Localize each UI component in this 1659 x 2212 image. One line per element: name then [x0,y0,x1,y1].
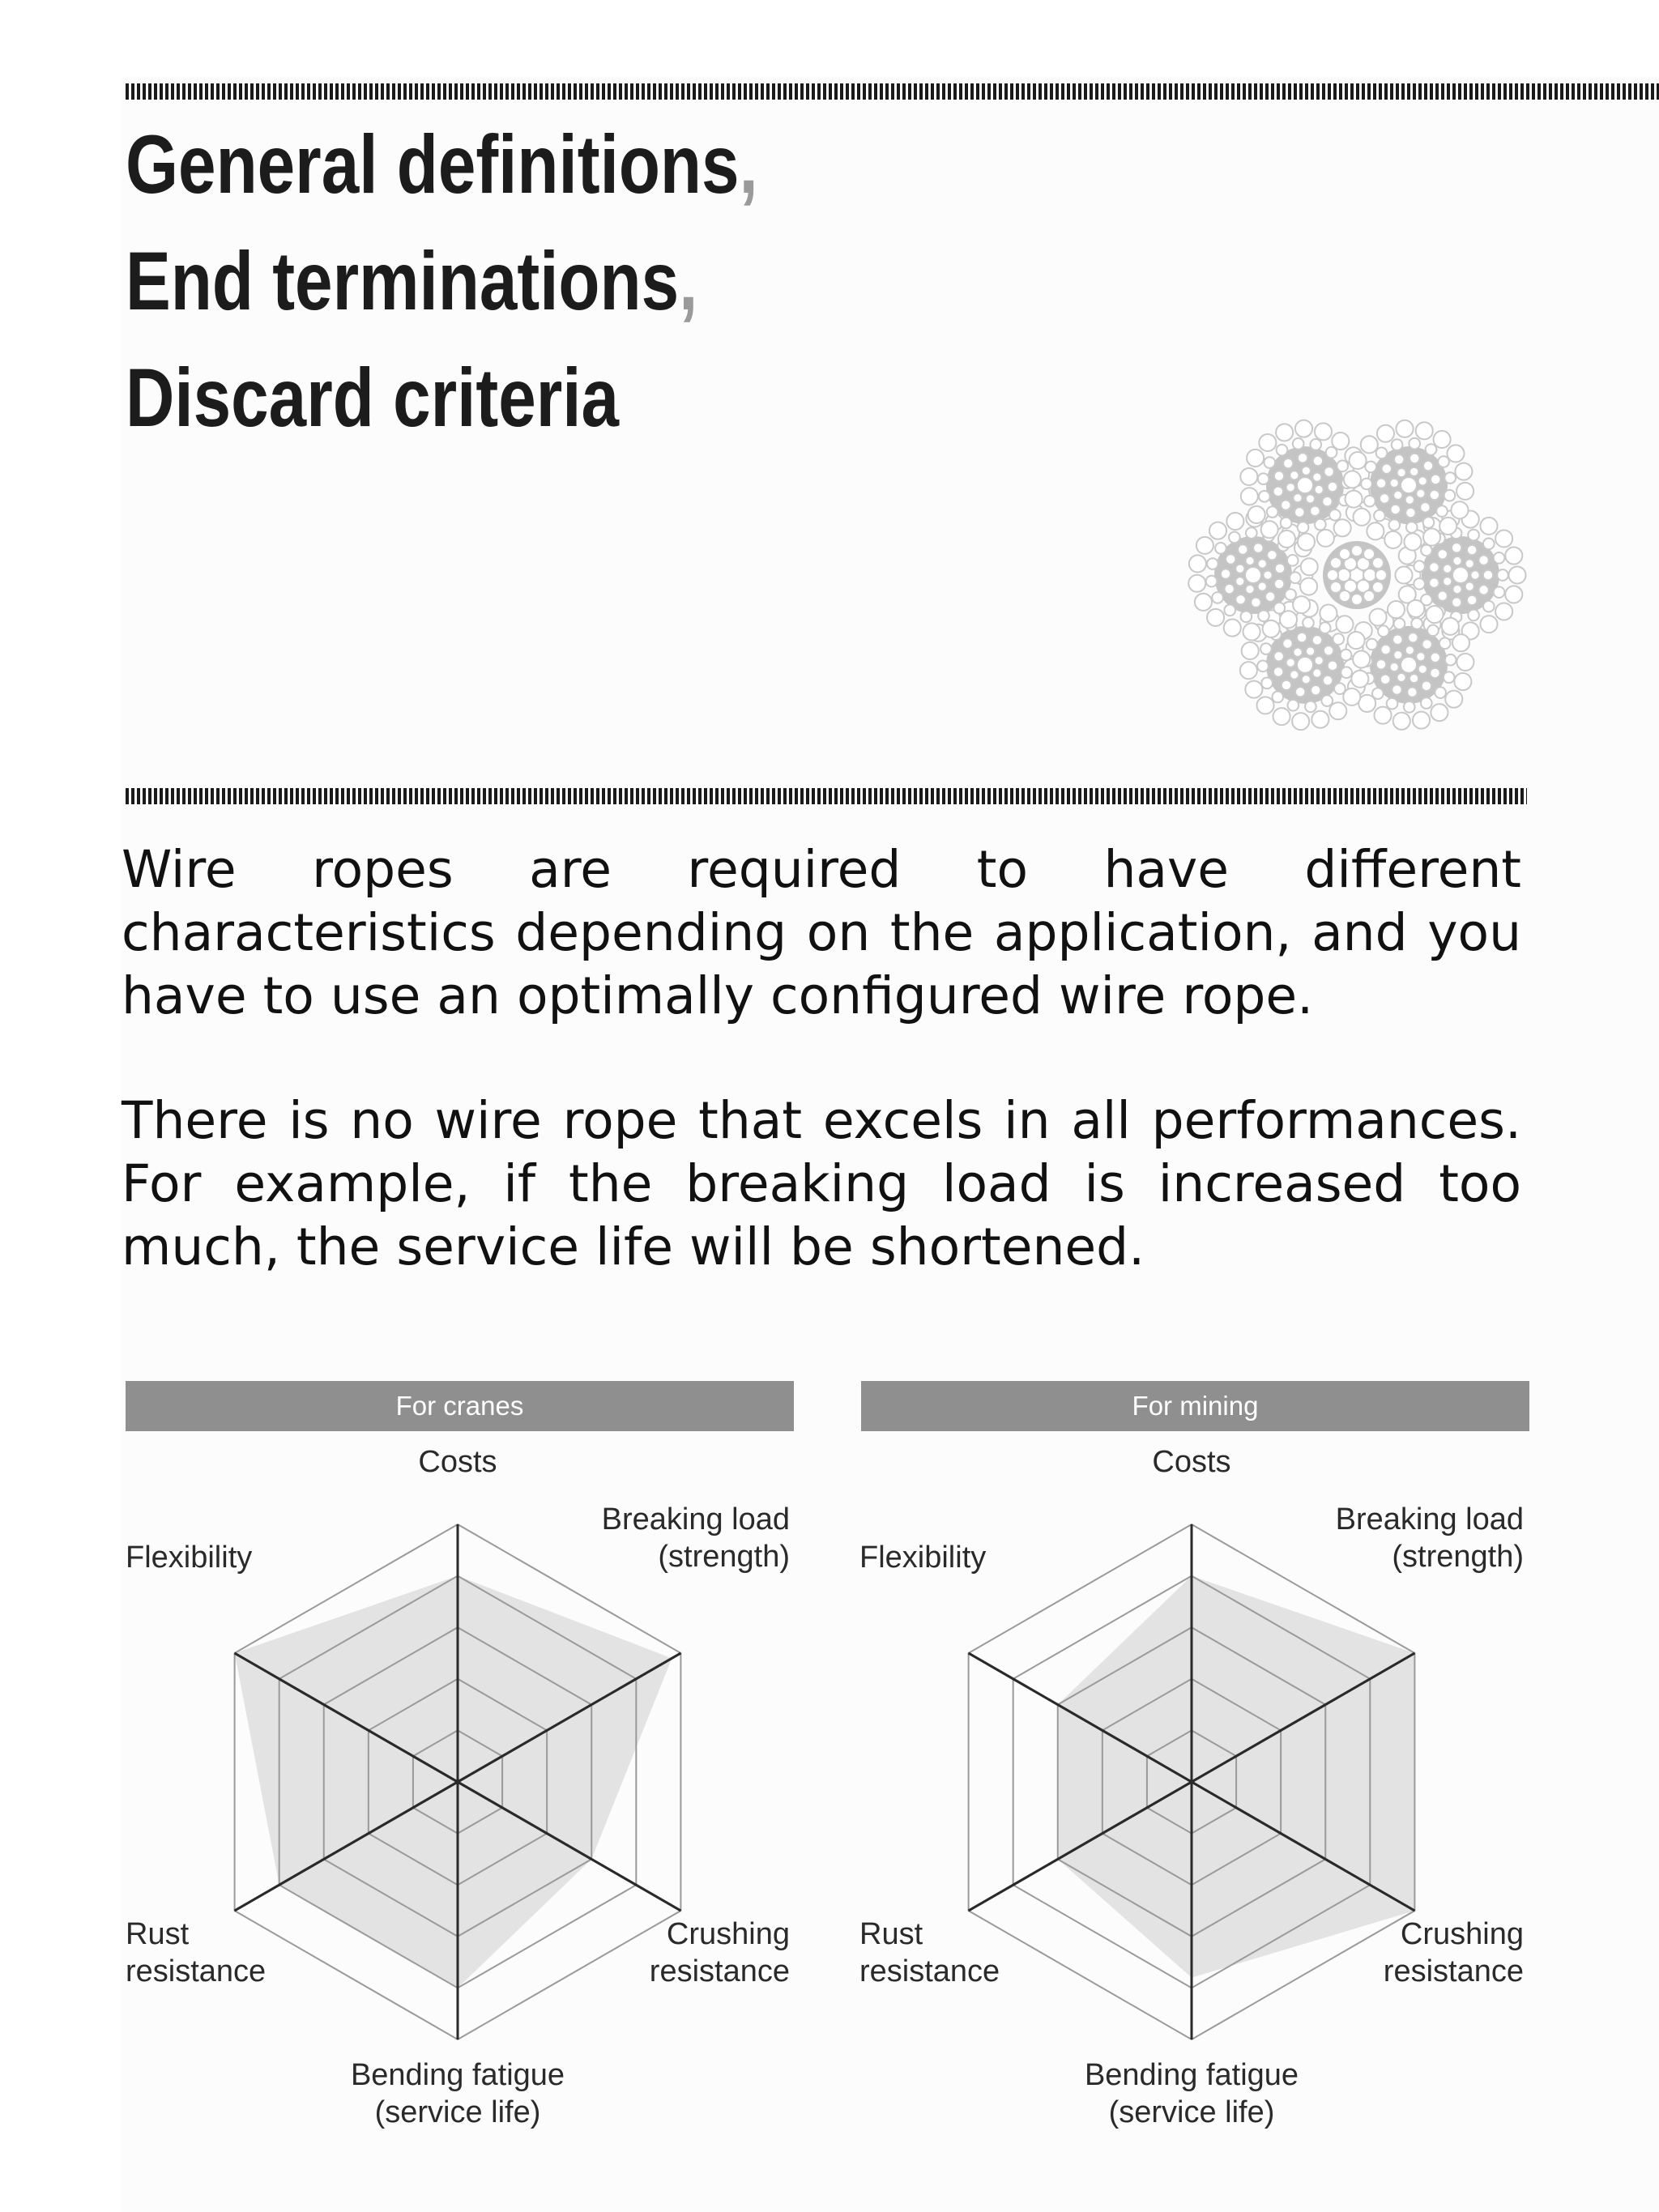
radar-axis-label: Rust resistance [126,1917,267,1988]
radar-axis-label: Breaking load (strength) [1335,1502,1524,1574]
radar-axis-label: Costs [418,1445,497,1479]
radar-axis-label: Flexibility [859,1541,987,1575]
title-line-general-definitions: General definitions, [126,118,758,211]
intro-paragraph: Wire ropes are required to have different characteristics depending on the application, and you have to use an optimally configured wire rope. [122,840,1521,1025]
radar-chart-mining [855,1442,1528,2154]
example-paragraph: There is no wire rope that excels in all performances. For example, if the breaking load is increased too much, the service life will be shortened. [122,1091,1521,1276]
radar-axis-label: Rust resistance [859,1917,1000,1988]
radar-axis-label: Flexibility [126,1541,253,1575]
title-line-end-terminations: End terminations, [126,235,698,327]
radar-axis-label: Crushing resistance [649,1917,790,1988]
top-hatch-rule [126,83,1659,100]
radar-axis-label: Breaking load (strength) [601,1502,790,1574]
radar-axis-label: Bending fatigue (service life) [1084,2058,1299,2129]
radar-axis-label: Bending fatigue (service life) [350,2058,565,2129]
chart-header-mining: For mining [861,1381,1529,1431]
radar-chart-cranes [122,1442,794,2154]
radar-axis-label: Crushing resistance [1383,1917,1524,1988]
chart-header-cranes: For cranes [126,1381,794,1431]
wire-rope-cross-section-icon [1183,397,1531,753]
middle-hatch-rule [126,788,1527,804]
radar-axis-label: Costs [1152,1445,1231,1479]
title-line-discard-criteria: Discard criteria [126,352,620,444]
radar-data-area [235,1576,672,1988]
